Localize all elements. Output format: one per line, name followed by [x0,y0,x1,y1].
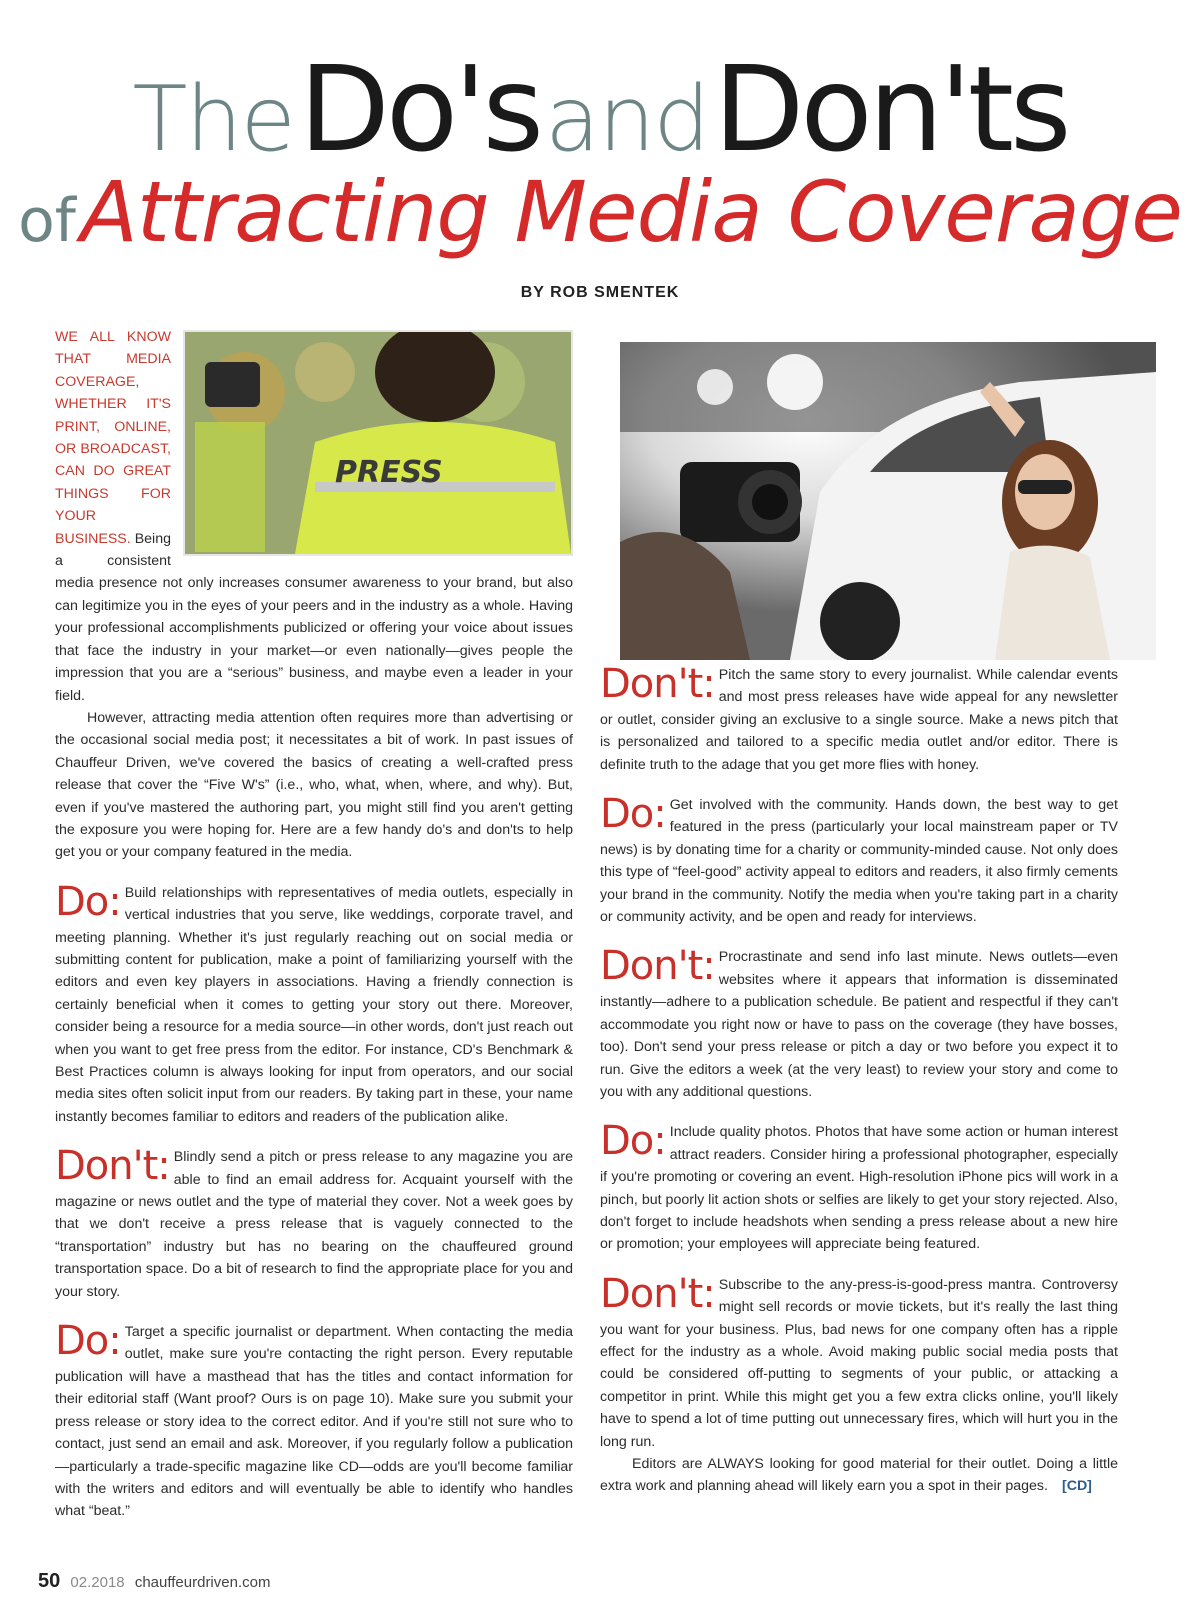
intro-body: Being a consistent media presence not only increases consumer awareness to your brand, but also can legitimize you in the eyes of your peers and in the industry as a whole. Having your professional accomplishments publicized or offering your voice about issues that face the industry in your market—or even nationally—gives people the impression that you are a “serious” business, and maybe even a leader in your field. [55,530,573,704]
paparazzi-photo [620,342,1156,660]
title-of: of [18,186,76,256]
tip-dont-procrastinate [600,943,1118,1103]
tip-label: Don't: [55,1143,170,1190]
tip-dont-any-press [600,1270,1118,1453]
right-column [600,661,1118,1498]
end-mark: [CD] [1061,1478,1092,1495]
intro-paragraph-2: However, attracting media attention often requires more than advertising or the occasional social media post; it necessitates a bit of work. In past issues of Chauffeur Driven, we've covered the basics of creating a well-crafted press release that cover the “Five W's” (i.e., who, what, when, where, and why). But, even if you've mastered the authoring part, you might still find you aren't getting the exposure you were hoping for. Here are a few handy do's and don'ts to help get you or your company featured in the media. [55,709,573,861]
press-vest-illustration [185,332,571,554]
press-vest-photo [183,330,573,556]
tip-label: Do: [55,878,121,925]
tip-dont-blindly-send [55,1143,573,1303]
page-footer [38,1570,270,1593]
tip-text: Include quality photos. Photos that have some action or human interest attract readers. Consider hiring a professional photographer, especially if you're promoting or covering an event. High-resolution iPhone pics will work in a pinch, but poorly lit action shots or selfies are likely to get your story rejected. Also, don't forget to include headshots when sending a press release about a new hire or promotion; your employees will appreciate being featured. [600,1124,1118,1253]
tip-text: Build relationships with representatives of media outlets, especially in vertical industries that you serve, like weddings, corporate travel, and meeting planning. Whether it's just regularly reaching out on social media or submitting content for publication, make a point of familiarizing yourself with the editors and even key players in associations. Having a friendly connection is certainly beneficial when it comes to getting your story out there. Moreover, consider being a resource for a media source—in other words, don't just reach out when you want to get free press from the editor. For instance, CD's Benchmark & Best Practices column is always looking for input from operators, and our social media sites often solicit input from our readers. By taking part in these, your name instantly becomes familiar to editors and readers of the publication alike. [55,884,573,1125]
title-the: The [132,67,294,172]
closing-paragraph [600,1453,1118,1498]
tip-do-community [600,791,1118,928]
tip-text: Target a specific journalist or department. When contacting the media outlet, make sure you're contacting the right person. Every reputable publication will have a masthead that has the titles and contact information for their editorial staff (Want proof? Ours is on page 10). Make sure you submit your press release or story idea to the correct editor. And if you're still not sure who to contact, just send an email and ask. Moreover, if you regularly follow a publication—particularly a trade-specific magazine like CD—odds are you'll become familiar with the writers and editors and will eventually be able to identify who handles what “beat.” [55,1324,573,1520]
title-donts: Don'ts [713,40,1068,178]
tip-label: Don't: [600,1270,715,1317]
tip-label: Don't: [600,661,715,707]
tip-dont-pitch-same-story [600,661,1118,776]
tip-text: Procrastinate and send info last minute. News outlets—even websites where it appears that information is disseminated instantly—adhere to a publication schedule. Be patient and respectful if they can't accommodate you right now or have to pass on the coverage (they have bosses, too). Don't send your press release or pitch a day or two before you expect it to run. Give the editors a week (at the very least) to review your story and come to you with any additional questions. [600,949,1118,1100]
intro-paragraph [55,326,573,707]
tip-label: Do: [55,1318,121,1365]
title-subtitle: Attracting Media Coverage [80,163,1182,261]
byline: BY ROB SMENTEK [520,284,680,301]
title-dos: Do's [298,40,540,178]
tip-text: Blindly send a pitch or press release to any magazine you are able to find an email address for. Acquaint yourself with the magazine or news outlet and the type of material they cover. Not a week goes by that we don't receive a press release that is vaguely connected to the “transportation” industry but has no bearing on the chauffeured ground transportation space. Do a bit of research to find the appropriate place for you and your story. [55,1149,573,1300]
tip-do-quality-photos [600,1118,1118,1255]
title-line-1 [0,40,1200,178]
tip-label: Don't: [600,943,715,990]
tip-text: Pitch the same story to every journalist. While calendar events and most press releases have wide appeal for any newsletter or outlet, consider giving an exclusive to a single source. Make a news pitch that is personalized and tailored to a specific media outlet and/or editor. There is definite truth to the adage that you get more flies with honey. [600,667,1118,773]
paparazzi-illustration [620,342,1156,660]
tip-text: Subscribe to the any-press-is-good-press mantra. Controversy might sell records or movie tickets, but it's really the last thing you want for your business. Plus, bad news for one company often has a ripple effect for the industry as a whole. Avoid making public social media posts that could be considered off-putting to segments of your public, or attacking a competitor in print. While this might get you a few extra clicks online, you'll likely have to spend a lot of time putting out unnecessary fires, which will hurt you in the long run. [600,1276,1118,1450]
left-column [55,326,573,1523]
tip-text: Get involved with the community. Hands down, the best way to get featured in the press (particularly your local mainstream paper or TV news) is by donating time for a charity or community-minded cause. Not only does this type of “feel-good” activity appeal to editors and readers, it also firmly cements your brand in the community. Notify the media when you're taking part in a charity or community activity, and be open and ready for interviews. [600,797,1118,926]
title-line-2 [0,163,1200,261]
tip-do-target-journalist [55,1318,573,1523]
closing-text: Editors are ALWAYS looking for good material for their outlet. Doing a little extra work and planning ahead will likely earn you a spot in their pages. [600,1456,1118,1495]
page-number: 50 [38,1570,61,1592]
tip-label: Do: [600,1118,666,1165]
title-and: and [545,67,709,172]
tip-label: Do: [600,791,666,838]
press-vest-text: PRESS [335,455,443,490]
site-link[interactable]: chauffeurdriven.com [134,1574,271,1591]
issue-date: 02.2018 [70,1574,125,1591]
intro-lead: WE ALL KNOW THAT MEDIA COVERAGE, WHETHER IT'S PRINT, ONLINE, OR BROADCAST, CAN DO GREAT THINGS FOR YOUR BUSINESS. [55,329,171,547]
tip-do-build-relationships [55,878,573,1128]
